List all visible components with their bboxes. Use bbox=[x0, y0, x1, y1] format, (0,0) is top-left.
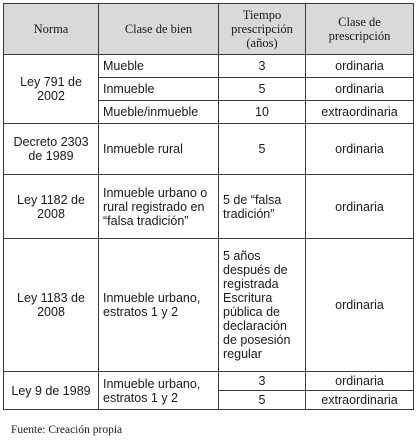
clase-prescripcion-cell: ordinaria bbox=[306, 239, 414, 372]
header-norma: Norma bbox=[4, 4, 99, 55]
tiempo-cell: 5 bbox=[219, 391, 306, 410]
table-caption: Fuente: Creación propia bbox=[11, 424, 123, 436]
prescription-table bbox=[3, 3, 414, 410]
table-row bbox=[4, 124, 414, 175]
norma-cell: Ley 1182 de 2008 bbox=[4, 175, 99, 239]
clase-bien-cell: Inmueble urbano, estratos 1 y 2 bbox=[99, 372, 219, 410]
tiempo-cell: 5 bbox=[219, 124, 306, 175]
norma-cell: Ley 1183 de 2008 bbox=[4, 239, 99, 372]
clase-prescripcion-cell: ordinaria bbox=[306, 124, 414, 175]
clase-prescripcion-cell: ordinaria bbox=[306, 372, 414, 391]
tiempo-cell: 3 bbox=[219, 372, 306, 391]
clase-bien-cell: Inmueble urbano o rural registrado en “falsa tradición” bbox=[99, 175, 219, 239]
tiempo-cell: 3 bbox=[219, 55, 306, 78]
clase-prescripcion-cell: extraordinaria bbox=[306, 101, 414, 124]
table-row bbox=[4, 55, 414, 78]
norma-cell: Ley 9 de 1989 bbox=[4, 372, 99, 410]
table-row bbox=[4, 239, 414, 372]
clase-bien-cell: Mueble/inmueble bbox=[99, 101, 219, 124]
header-clase-prescripcion: Clase de prescripción bbox=[306, 4, 414, 55]
header-clase-bien: Clase de bien bbox=[99, 4, 219, 55]
clase-bien-cell: Inmueble bbox=[99, 78, 219, 101]
clase-prescripcion-cell: ordinaria bbox=[306, 175, 414, 239]
clase-bien-cell: Mueble bbox=[99, 55, 219, 78]
tiempo-cell: 5 años después de registrada Escritura pública de declaración de posesión regular bbox=[219, 239, 306, 372]
clase-bien-cell: Inmueble rural bbox=[99, 124, 219, 175]
tiempo-cell: 5 de “falsa tradición” bbox=[219, 175, 306, 239]
norma-cell: Ley 791 de 2002 bbox=[4, 55, 99, 124]
tiempo-cell: 10 bbox=[219, 101, 306, 124]
clase-prescripcion-cell: ordinaria bbox=[306, 55, 414, 78]
table-header-row bbox=[4, 4, 414, 55]
tiempo-cell: 5 bbox=[219, 78, 306, 101]
clase-prescripcion-cell: extraordinaria bbox=[306, 391, 414, 410]
norma-cell: Decreto 2303 de 1989 bbox=[4, 124, 99, 175]
header-tiempo: Tiempo prescripción (años) bbox=[219, 4, 306, 55]
table-row bbox=[4, 175, 414, 239]
table-row bbox=[4, 372, 414, 391]
clase-prescripcion-cell: ordinaria bbox=[306, 78, 414, 101]
clase-bien-cell: Inmueble urbano, estratos 1 y 2 bbox=[99, 239, 219, 372]
